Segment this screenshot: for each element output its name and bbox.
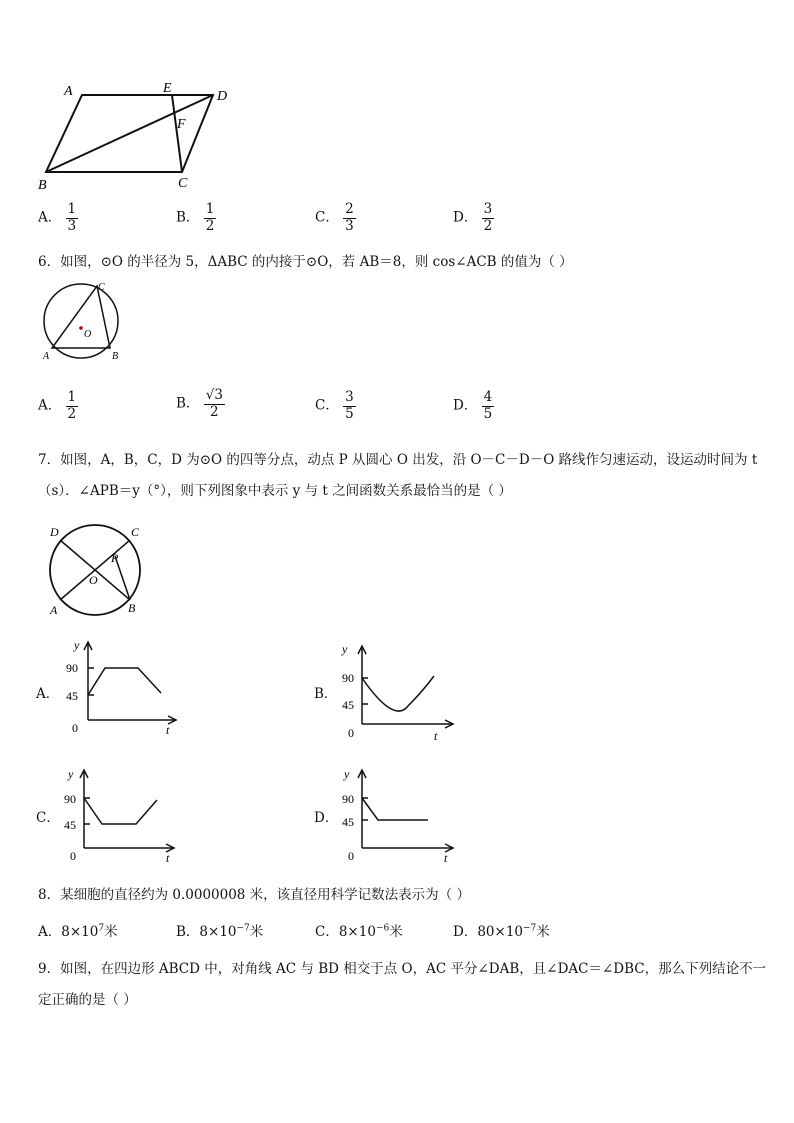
tick-45: 45 [64,818,76,832]
q6-option-a: A． $\frac{1}{2}$ [38,389,77,422]
q5-option-c: C． $\frac{2}{3}$ [315,201,354,234]
y-label: y [344,767,350,781]
label-B: B [112,351,119,362]
q7-text-line2: （s）．∠APB＝y（°），则下列图象中表示 y 与 t 之间函数关系最恰当的是（ ） [38,483,512,499]
tick-45: 45 [342,698,354,712]
graph-b-curve [362,676,434,711]
label-P: P [111,551,119,565]
y-label: y [342,642,348,656]
q9-text-line2: 定正确的是（ ） [38,992,137,1008]
label-C: C [178,176,188,191]
origin-label: 0 [72,721,78,735]
label-O: O [84,329,92,340]
q8-option-a: A．$8\times 10^7$米 [38,923,118,940]
fraction: $\frac{1}{3}$ [67,201,77,234]
q8-option-c: C．$8\times 10^{-6}$米 [315,923,403,940]
circle-triangle-figure [36,278,136,366]
fraction: $\frac{3}{2}$ [483,201,493,234]
parallelogram-figure [30,76,250,196]
graph-b [336,640,466,744]
t-label: t [434,729,438,743]
graph-c-curve [84,798,157,824]
label-A: A [64,84,73,99]
label-E: E [163,81,172,96]
graph-c [60,762,190,866]
tick-90: 90 [342,671,354,685]
fraction: $\frac{4}{5}$ [483,389,493,422]
q6-option-c: C． $\frac{3}{5}$ [315,389,354,422]
q6-option-d: D． $\frac{4}{5}$ [453,389,493,422]
label-A: A [43,351,50,362]
origin-label: 0 [348,726,354,740]
t-label: t [166,851,170,865]
graph-a [58,636,188,736]
q7-text-line1: 7．如图，A，B，C，D 为⊙O 的四等分点，动点 P 从圆心 O 出发，沿 O－C－D－O 路线作匀速运动，设运动时间为 t [38,452,758,468]
q6-text: 6．如图，⊙O 的半径为 5，ΔABC 的内接于⊙O，若 AB＝8，则 cos∠ACB 的值为（ ） [38,254,573,270]
tick-90: 90 [64,792,76,806]
circle-quarter-points-figure [42,518,152,618]
label-B: B [128,601,136,615]
q6-option-b: B． $\frac{√3}{2}$ [176,387,223,420]
tick-90: 90 [342,792,354,806]
q5-option-b: B． $\frac{1}{2}$ [176,201,215,234]
q8-option-d: D．$80\times 10^{-7}$米 [453,923,550,940]
label-A: A [50,603,58,617]
fraction: $\frac{3}{5}$ [345,389,354,422]
y-label: y [68,767,74,781]
q8-option-b: B．$8\times 10^{-7}$米 [176,923,264,940]
label-C: C [131,525,140,539]
label-B: B [38,178,47,193]
q7-option-a-letter: A． [36,686,60,702]
origin-label: 0 [70,849,76,863]
fraction: $\frac{2}{3}$ [345,201,354,234]
q7-option-c-letter: C． [36,810,60,826]
fraction: $\frac{1}{2}$ [67,389,77,422]
graph-a-curve [88,668,161,695]
graph-d [336,762,466,866]
graph-d-curve [362,798,428,820]
label-D: D [50,525,59,539]
y-label: y [74,638,80,652]
q7-option-d-letter: D． [314,810,339,826]
q5-option-d: D． $\frac{3}{2}$ [453,201,493,234]
fraction: $\frac{1}{2}$ [205,201,215,234]
q8-text: 8．某细胞的直径约为 0.0000008 米，该直径用科学记数法表示为（ ） [38,887,470,903]
label-C: C [98,282,105,293]
label-D: D [217,89,228,104]
label-O: O [89,573,98,587]
origin-label: 0 [348,849,354,863]
tick-45: 45 [342,815,354,829]
tick-45: 45 [66,689,78,703]
fraction: $\frac{√3}{2}$ [205,387,223,420]
q9-text-line1: 9．如图，在四边形 ABCD 中，对角线 AC 与 BD 相交于点 O，AC 平分∠DAB，且∠DAC＝∠DBC，那么下列结论不一 [38,961,767,977]
label-F: F [177,117,186,132]
tick-90: 90 [66,661,78,675]
t-label: t [166,723,170,736]
q7-option-b-letter: B． [314,686,338,702]
t-label: t [444,851,448,865]
q5-option-a: A． $\frac{1}{3}$ [38,201,77,234]
